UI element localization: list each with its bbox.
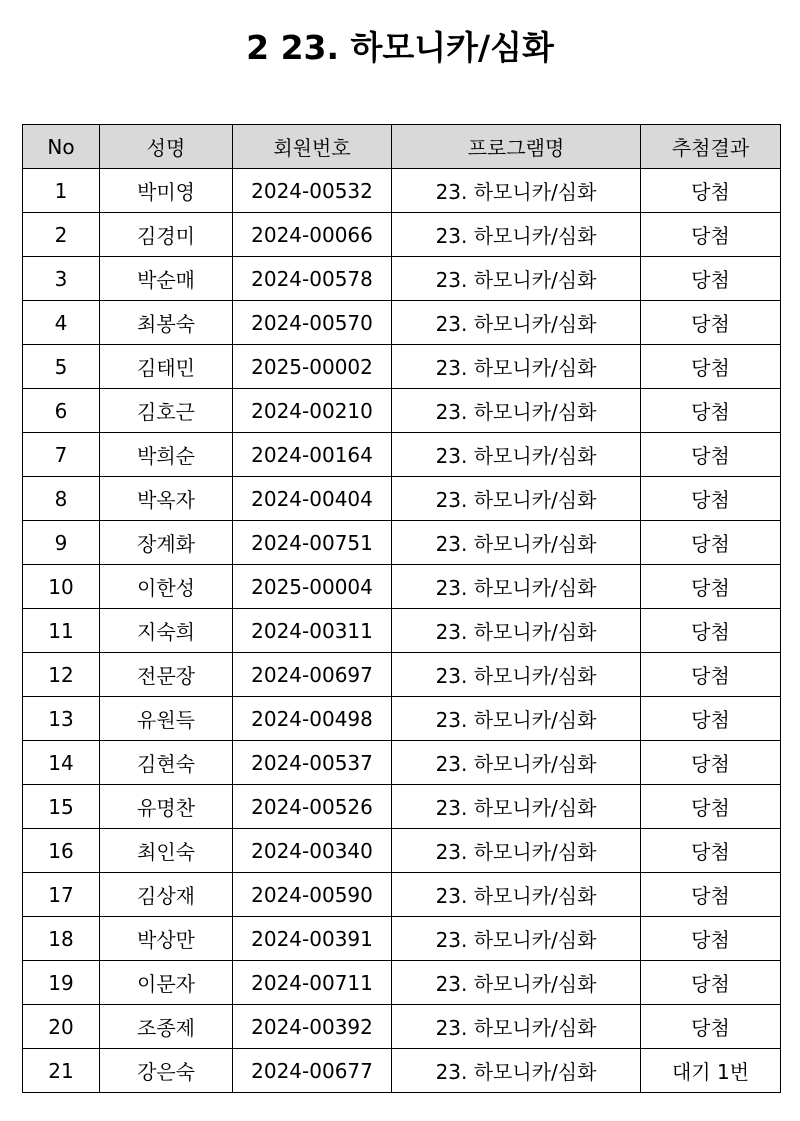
- table-body: [23, 169, 781, 1093]
- cell-no: 16: [23, 829, 100, 873]
- cell-member-id: 2024-00532: [233, 169, 392, 213]
- cell-no: 3: [23, 257, 100, 301]
- cell-member-id: 2024-00210: [233, 389, 392, 433]
- cell-no: 11: [23, 609, 100, 653]
- cell-member-id: 2024-00751: [233, 521, 392, 565]
- cell-result: 당첨: [641, 741, 781, 785]
- cell-no: 15: [23, 785, 100, 829]
- cell-name: 김현숙: [100, 741, 233, 785]
- cell-member-id: 2024-00066: [233, 213, 392, 257]
- cell-program: 23. 하모니카/심화: [392, 697, 641, 741]
- cell-name: 김경미: [100, 213, 233, 257]
- cell-no: 21: [23, 1049, 100, 1093]
- table-row: [23, 257, 781, 301]
- cell-member-id: 2024-00498: [233, 697, 392, 741]
- cell-no: 20: [23, 1005, 100, 1049]
- cell-result: 당첨: [641, 697, 781, 741]
- cell-name: 이한성: [100, 565, 233, 609]
- cell-name: 조종제: [100, 1005, 233, 1049]
- column-header-no: No: [23, 125, 100, 169]
- cell-no: 9: [23, 521, 100, 565]
- cell-program: 23. 하모니카/심화: [392, 213, 641, 257]
- cell-name: 장계화: [100, 521, 233, 565]
- column-header-result: 추첨결과: [641, 125, 781, 169]
- cell-no: 18: [23, 917, 100, 961]
- cell-name: 최봉숙: [100, 301, 233, 345]
- cell-result: 당첨: [641, 1005, 781, 1049]
- cell-program: 23. 하모니카/심화: [392, 345, 641, 389]
- cell-name: 유명찬: [100, 785, 233, 829]
- table-row: [23, 829, 781, 873]
- cell-no: 6: [23, 389, 100, 433]
- cell-program: 23. 하모니카/심화: [392, 829, 641, 873]
- lottery-results-table: [22, 124, 781, 1093]
- table-row: [23, 1049, 781, 1093]
- cell-no: 13: [23, 697, 100, 741]
- cell-program: 23. 하모니카/심화: [392, 257, 641, 301]
- cell-program: 23. 하모니카/심화: [392, 873, 641, 917]
- cell-result: 당첨: [641, 169, 781, 213]
- cell-program: 23. 하모니카/심화: [392, 521, 641, 565]
- cell-program: 23. 하모니카/심화: [392, 917, 641, 961]
- cell-member-id: 2024-00677: [233, 1049, 392, 1093]
- cell-member-id: 2024-00711: [233, 961, 392, 1005]
- table-row: [23, 785, 781, 829]
- cell-name: 김태민: [100, 345, 233, 389]
- cell-name: 박순매: [100, 257, 233, 301]
- cell-no: 7: [23, 433, 100, 477]
- cell-member-id: 2024-00311: [233, 609, 392, 653]
- cell-name: 박상만: [100, 917, 233, 961]
- cell-result: 당첨: [641, 873, 781, 917]
- cell-no: 17: [23, 873, 100, 917]
- cell-result: 당첨: [641, 257, 781, 301]
- cell-result: 당첨: [641, 565, 781, 609]
- column-header-name: 성명: [100, 125, 233, 169]
- cell-result: 당첨: [641, 961, 781, 1005]
- cell-name: 전문장: [100, 653, 233, 697]
- cell-member-id: 2025-00002: [233, 345, 392, 389]
- cell-no: 8: [23, 477, 100, 521]
- cell-program: 23. 하모니카/심화: [392, 389, 641, 433]
- cell-no: 12: [23, 653, 100, 697]
- table-row: [23, 917, 781, 961]
- table-row: [23, 477, 781, 521]
- cell-program: 23. 하모니카/심화: [392, 169, 641, 213]
- cell-name: 강은숙: [100, 1049, 233, 1093]
- cell-no: 10: [23, 565, 100, 609]
- column-header-member-id: 회원번호: [233, 125, 392, 169]
- cell-no: 5: [23, 345, 100, 389]
- table-row: [23, 345, 781, 389]
- cell-result: 당첨: [641, 785, 781, 829]
- cell-result: 당첨: [641, 829, 781, 873]
- cell-name: 최인숙: [100, 829, 233, 873]
- cell-member-id: 2024-00590: [233, 873, 392, 917]
- cell-result: 당첨: [641, 433, 781, 477]
- cell-result: 당첨: [641, 521, 781, 565]
- cell-program: 23. 하모니카/심화: [392, 609, 641, 653]
- cell-member-id: 2024-00537: [233, 741, 392, 785]
- cell-result: 당첨: [641, 389, 781, 433]
- cell-program: 23. 하모니카/심화: [392, 1049, 641, 1093]
- table-row: [23, 169, 781, 213]
- table-row: [23, 873, 781, 917]
- table-row: [23, 653, 781, 697]
- cell-name: 김상재: [100, 873, 233, 917]
- cell-name: 이문자: [100, 961, 233, 1005]
- cell-no: 14: [23, 741, 100, 785]
- cell-member-id: 2024-00392: [233, 1005, 392, 1049]
- table-row: [23, 565, 781, 609]
- cell-name: 박미영: [100, 169, 233, 213]
- table-row: [23, 741, 781, 785]
- cell-no: 19: [23, 961, 100, 1005]
- table-row: [23, 433, 781, 477]
- cell-result: 당첨: [641, 345, 781, 389]
- cell-program: 23. 하모니카/심화: [392, 565, 641, 609]
- cell-member-id: 2024-00526: [233, 785, 392, 829]
- cell-result: 대기 1번: [641, 1049, 781, 1093]
- cell-member-id: 2024-00697: [233, 653, 392, 697]
- cell-member-id: 2024-00570: [233, 301, 392, 345]
- table-row: [23, 301, 781, 345]
- table-row: [23, 521, 781, 565]
- column-header-program: 프로그램명: [392, 125, 641, 169]
- cell-result: 당첨: [641, 477, 781, 521]
- cell-result: 당첨: [641, 917, 781, 961]
- table-row: [23, 697, 781, 741]
- table-header-row: [23, 125, 781, 169]
- cell-member-id: 2025-00004: [233, 565, 392, 609]
- cell-name: 박옥자: [100, 477, 233, 521]
- cell-result: 당첨: [641, 301, 781, 345]
- cell-name: 유원득: [100, 697, 233, 741]
- table-row: [23, 389, 781, 433]
- cell-program: 23. 하모니카/심화: [392, 301, 641, 345]
- cell-program: 23. 하모니카/심화: [392, 1005, 641, 1049]
- cell-program: 23. 하모니카/심화: [392, 785, 641, 829]
- cell-member-id: 2024-00578: [233, 257, 392, 301]
- table-row: [23, 609, 781, 653]
- cell-no: 4: [23, 301, 100, 345]
- cell-member-id: 2024-00340: [233, 829, 392, 873]
- cell-result: 당첨: [641, 609, 781, 653]
- cell-program: 23. 하모니카/심화: [392, 961, 641, 1005]
- page-title: 2 23. 하모니카/심화: [246, 28, 554, 67]
- cell-result: 당첨: [641, 653, 781, 697]
- cell-member-id: 2024-00391: [233, 917, 392, 961]
- cell-no: 1: [23, 169, 100, 213]
- cell-program: 23. 하모니카/심화: [392, 653, 641, 697]
- cell-no: 2: [23, 213, 100, 257]
- cell-program: 23. 하모니카/심화: [392, 741, 641, 785]
- cell-name: 지숙희: [100, 609, 233, 653]
- cell-name: 박희순: [100, 433, 233, 477]
- table-row: [23, 1005, 781, 1049]
- table-row: [23, 961, 781, 1005]
- cell-program: 23. 하모니카/심화: [392, 433, 641, 477]
- cell-program: 23. 하모니카/심화: [392, 477, 641, 521]
- cell-member-id: 2024-00164: [233, 433, 392, 477]
- cell-member-id: 2024-00404: [233, 477, 392, 521]
- cell-name: 김호근: [100, 389, 233, 433]
- cell-result: 당첨: [641, 213, 781, 257]
- table-row: [23, 213, 781, 257]
